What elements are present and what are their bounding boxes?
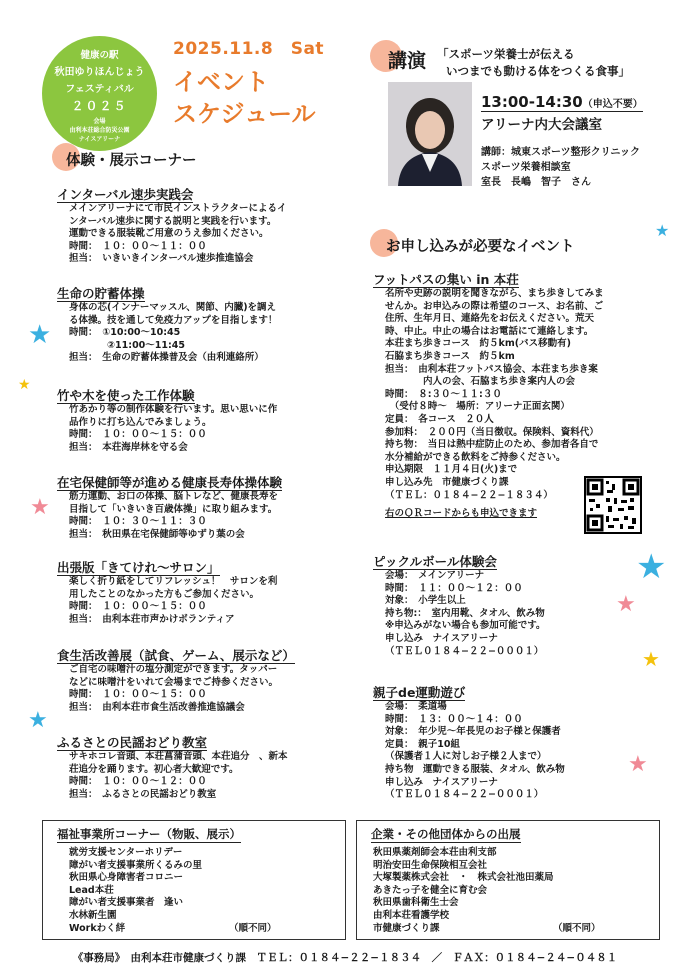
welfare-box [42, 820, 346, 940]
title-line1: イベント [173, 68, 269, 96]
company-item: 明治安田生命保険相互会社 [373, 859, 488, 871]
event-line: 申し込み ナイスアリーナ [385, 632, 498, 644]
event-line: 対象： 小学生以上 [385, 595, 466, 607]
event-line: 担当： 由利本荘市声かけボランティア [69, 613, 235, 625]
companies-box [356, 820, 660, 940]
event-kenko-taiso [57, 472, 353, 541]
event-line: メインアリーナにて市民インストラクターによるイ [69, 203, 287, 214]
event-line: 申し込み ナイスアリーナ [385, 776, 498, 788]
lecture-title2: いつまでも動ける体をつくる食事」 [446, 64, 630, 78]
event-line: 持ち物 運動できる服装、タオル、飲み物 [385, 763, 565, 775]
event-line: 時間： １０：００〜１１：００ [69, 240, 207, 252]
welfare-item: 就労支援センターホリデー [69, 847, 183, 858]
event-line: 会場： 柔道場 [385, 701, 447, 712]
star-icon: ★ [616, 592, 636, 617]
company-item: 秋田県歯科衛生士会 [373, 897, 459, 909]
lecturer-line2: スポーツ栄養相談室 [481, 162, 571, 173]
event-line: 担当： 由利本荘フットパス協会、本荘まち歩き案 [385, 363, 598, 375]
star-icon: ★ [18, 377, 31, 393]
event-line: 時、中止。中止の場合はお電話にて連絡します。 [385, 325, 594, 337]
company-item: 秋田県薬剤師会本荘由利支部 [373, 847, 497, 858]
event-line: 内人の会、石脇まち歩き案内人の会 [385, 376, 576, 388]
event-minyo [57, 732, 353, 801]
event-line: 時間： ①10:00〜10:45 [69, 327, 181, 339]
event-line: 時間： １０：００〜１５：００ [69, 689, 207, 701]
event-title: 在宅保健師等が進める健康長寿体操体験 [57, 475, 283, 490]
event-title: インターバル速歩実践会 [57, 187, 194, 202]
event-line: 竹あかり等の制作体験を行います。思い思いに作 [69, 404, 278, 415]
event-line: 担当： いきいきインターバル速歩推進協会 [69, 253, 254, 265]
event-line: 持ち物： 当日は熱中症防止のため、参加者各自で [385, 439, 599, 451]
festival-logo [42, 36, 157, 151]
event-line: などに味噌汁をいれて会場までご持参ください。 [69, 676, 279, 688]
event-line: 石脇まち歩きコース 約５km [385, 350, 515, 362]
event-title: ふるさとの民謡おどり教室 [57, 735, 208, 750]
event-title: ピックルボール体験会 [373, 554, 497, 569]
companies-order-note: （順不同） [553, 923, 601, 934]
qr-code[interactable] [584, 476, 642, 534]
event-line: 時間： １１：００〜１２：００ [385, 582, 523, 594]
event-line: 担当： 本荘海岸林を守る会 [69, 441, 188, 453]
star-icon: ★ [636, 547, 667, 587]
event-title: フットパスの集い in 本荘 [373, 272, 519, 287]
logo-line2: 秋田ゆりほんじょう [54, 67, 145, 78]
event-line: 申込期限 １１月４日(火)まで [385, 464, 518, 476]
event-line: 対象： 年少児〜年長児のお子様と保護者 [385, 726, 561, 738]
company-item: 大塚製薬株式会社 ・ 株式会社池田薬局 [373, 872, 554, 884]
event-line: 住所、生年月日、連絡先をお伝えください。荒天 [385, 313, 595, 325]
lecturer-line1: 講師：城東スポーツ整形クリニック [481, 147, 640, 158]
event-title: 出張版「きてけれ〜サロン」 [57, 560, 220, 575]
event-line: 担当： 秋田県在宅保健師等ゆずり葉の会 [69, 528, 245, 540]
event-line: 持ち物:： 室内用靴、タオル、飲み物 [385, 607, 545, 619]
qr-note: 右のＱＲコードからも申込できます [385, 508, 538, 520]
event-line: ンターバル速歩に関する説明と実践を行います。 [69, 215, 277, 227]
logo-venue1: 由利本荘総合防災公園 [69, 127, 130, 134]
event-line: 時間： １３：００〜１４：００ [385, 713, 523, 725]
event-line: サキホコレ音頭、本荘菖蒲音頭、本荘追分 、新本 [69, 751, 288, 762]
event-line: 身体の芯(インナーマッスル、関節、内臓)を調え [69, 302, 277, 313]
event-line: 楽しく折り紙をしてリフレッシュ！ サロンを利 [69, 576, 278, 587]
event-line: ご自宅の味噌汁の塩分測定ができます。タッパー [69, 664, 278, 675]
event-line: る体操。技を通して免疫力アップを目指します！ [69, 314, 278, 326]
right-section-heading: お申し込みが必要なイベント [386, 239, 575, 255]
logo-venue-label: 会場 [93, 118, 106, 125]
event-seimei-taiso [57, 283, 353, 365]
event-line: （ＴＥＬ：０１８４−２２−１８３４） [385, 489, 553, 501]
event-line: 運動できる服装靴ご用意のうえ参加ください。 [69, 228, 269, 240]
event-line: 担当： 由利本荘市食生活改善推進協議会 [69, 701, 245, 713]
event-line: 本荘まち歩きコース 約５km(バス移動有) [385, 338, 571, 350]
event-title: 食生活改善展（試食、ゲーム、展示など） [57, 648, 295, 663]
star-icon: ★ [628, 752, 648, 777]
event-line: 品作りに打ち込んでみましょう。 [69, 416, 212, 428]
event-line: 名所や史跡の説明を聞きながら、まち歩きしてみま [385, 288, 604, 299]
lecture-place: アリーナ内大会議室 [481, 117, 602, 133]
event-line: （受付８時〜 場所：アリーナ正面玄関） [385, 401, 570, 413]
event-line: 担当： ふるさとの民謡おどり教室 [69, 788, 217, 800]
lecture-time-note: （申込不要） [582, 99, 643, 110]
logo-year: ２０２５ [71, 99, 128, 113]
event-title: 竹や木を使った工作体験 [57, 388, 195, 403]
star-icon: ★ [28, 320, 52, 350]
welfare-item: 障がい者支援事業所くるみの里 [69, 859, 203, 871]
lecture-time: 13:00-14:30 [481, 93, 583, 111]
event-line: 用したことのなかった方もご参加ください。 [69, 588, 260, 600]
title-line2: スケジュール [173, 100, 316, 128]
lecturer-line3: 室長 長嶋 智子 さん [481, 177, 591, 188]
star-icon: ★ [30, 495, 50, 520]
event-line: ②11:00〜11:45 [69, 339, 186, 351]
event-line: 定員： 各コース ２０人 [385, 413, 494, 425]
event-line: 会場： メインアリーナ [385, 570, 485, 581]
star-icon: ★ [642, 647, 660, 671]
left-section-heading: 体験・展示コーナー [66, 153, 197, 169]
star-icon: ★ [655, 221, 670, 240]
company-item: 由利本荘看護学校 [373, 909, 450, 921]
event-line: 時間： １０：３０〜１１：３０ [69, 516, 207, 528]
event-interval-walk [57, 184, 353, 266]
event-line: ※申込みがない場合も参加可能です。 [385, 620, 546, 632]
event-date: 2025.11.8 Sat [173, 39, 325, 59]
event-line: 荘追分を踊ります。初心者大歓迎です。 [69, 763, 239, 775]
event-line: （保護者１人に対しお子様２人まで） [385, 751, 547, 763]
event-parent-child [373, 682, 673, 802]
event-line: 参加料： ２００円（当日徴収。保険料、資料代） [385, 426, 599, 438]
event-line: （ＴＥＬ０１８４−２２−０００１） [385, 645, 544, 657]
event-line: 時間： ８:３０〜１１:３０ [385, 388, 502, 400]
companies-title: 企業・その他団体からの出展 [371, 827, 521, 841]
event-title: 親子de運動遊び [373, 685, 466, 700]
lecturer-photo [388, 82, 472, 186]
lecture-tag: 講演 [388, 50, 427, 72]
event-line: せんか。お申込みの際は希望のコース、お名前、ご [385, 300, 604, 312]
logo-venue2: ナイスアリーナ [78, 136, 121, 143]
event-line: 時間： １０：００〜１２：００ [69, 776, 207, 788]
event-line: 時間： １０：００〜１５：００ [69, 601, 207, 613]
event-line: 申し込み先 市健康づくり課 [385, 476, 509, 488]
event-line: （ＴＥＬ０１８４−２２−０００１） [385, 789, 544, 801]
event-line: 目指して「いきいき百歳体操」に取り組みます。 [69, 503, 278, 515]
event-line: 担当： 生命の貯蓄体操普及会（由利連絡所） [69, 352, 264, 364]
welfare-item: 秋田県心身障害者コロニー [69, 872, 184, 884]
event-salon [57, 557, 353, 626]
welfare-title: 福祉事業所コーナー（物販、展示） [57, 827, 241, 841]
event-shokuseikatsu [57, 645, 353, 714]
lecture-title1: 「スポーツ栄養士が伝える [437, 47, 575, 61]
star-icon: ★ [28, 708, 48, 733]
event-line: 水分補給ができる飲料をご持参ください。 [385, 451, 566, 463]
welfare-item: 水林新生園 [69, 909, 117, 921]
logo-line3: フェスティバル [65, 84, 134, 95]
event-line: 時間： １０：００〜１５：００ [69, 429, 207, 441]
footer-contact: 《事務局》 由利本荘市健康づくり課 ＴＥＬ：０１８４−２２−１８３４ ／ ＦＡＸ：０１８４−２４−０４８１ [72, 952, 618, 964]
welfare-item: Workわく絆 [69, 922, 126, 934]
logo-line1: 健康の駅 [80, 50, 119, 61]
lecture-time-row [481, 92, 643, 112]
event-craft [57, 385, 353, 454]
event-line: 定員： 親子10組 [385, 738, 460, 750]
company-item: 市健康づくり課 [373, 922, 440, 934]
event-title: 生命の貯蓄体操 [57, 286, 145, 301]
welfare-order-note: （順不同） [229, 923, 277, 934]
welfare-item: 障がい者支援事業者 逢い [69, 897, 184, 909]
company-item: あきたっ子を健全に育む会 [373, 884, 488, 896]
welfare-item: Lead本荘 [69, 884, 114, 896]
event-line: 筋力運動、お口の体操、脳トレなど、健康長寿を [69, 491, 279, 502]
